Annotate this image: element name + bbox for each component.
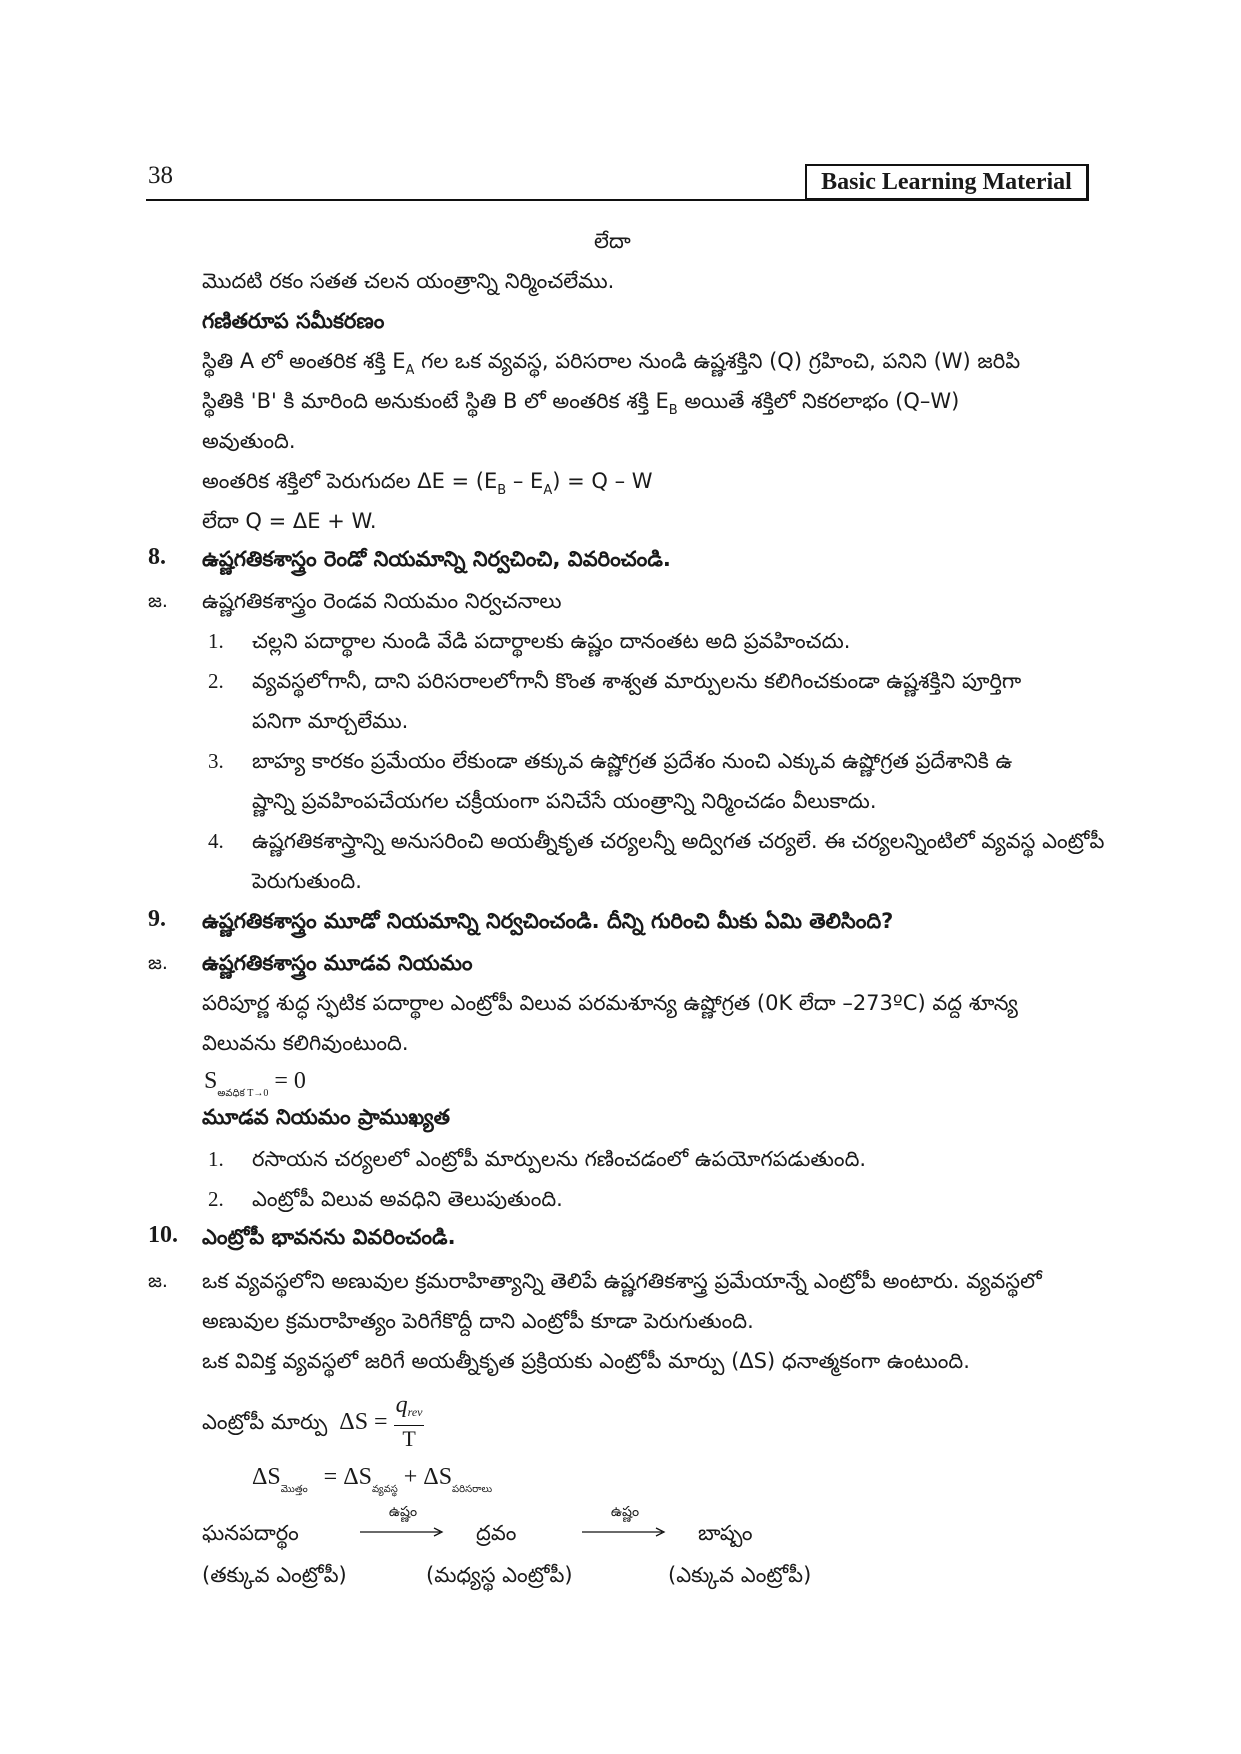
para-line: ఒక వ్యవస్థలోని అణువుల క్రమరాహిత్యాన్ని తెలిపే ఉష్ణగతికశాస్త్ర ప్రమేయాన్నే ఎంట్రోపీ అంటారు. వ్యవస్థలో [202, 1269, 1042, 1293]
para-line: అణువుల క్రమరాహిత్యం పెరిగేకొద్దీ దాని ఎంట్రోపీ కూడా పెరుగుతుంది. [202, 1309, 754, 1333]
list-item: రసాయన చర్యలలో ఎంట్రోపీ మార్పులను గణించడంలో ఉపయోగపడుతుంది. [252, 1147, 867, 1171]
list-number: 1. [208, 629, 224, 653]
entropy-change-equation: ఎంట్రోపీ మార్పు ΔS = $\frac{\text{qrev}}{T}$ [202, 1392, 423, 1451]
answer-mark: జ. [148, 1270, 168, 1292]
first-law-statement: మొదటి రకం సతత చలన యంత్రాన్ని నిర్మించలేము. [202, 269, 615, 293]
list-item: బాహ్య కారకం ప్రమేయం లేకుండా తక్కువ ఉష్ణోగ్రత ప్రదేశం నుంచి ఎక్కువ ఉష్ణోగ్రత ప్రదేశానికి ఉ [252, 749, 1013, 773]
third-law-equation: $S_{అవధిక T\to 0} = 0$ [204, 1068, 306, 1099]
list-item-cont: పనిగా మార్చలేము. [252, 709, 409, 733]
list-item: ఎంట్రోపీ విలువ అవధిని తెలుపుతుంది. [252, 1187, 563, 1211]
right-arrow-icon [360, 1526, 446, 1538]
entropy-fraction: $\frac{\text{qrev}}{T}$ [395, 1392, 423, 1451]
question-number: 8. [148, 544, 166, 570]
list-item-cont: పెరుగుతుంది. [252, 869, 362, 893]
question-number: 10. [148, 1222, 178, 1248]
para-line: స్థితి A లో అంతరిక శక్తి $E_A$ గల ఒక వ్యవస్థ, పరిసరాల నుండి ఉష్ణశక్తిని (Q) గ్రహించి, పనిని (W) జరిపి [202, 349, 1021, 378]
answer-mark: జ. [148, 952, 168, 974]
list-item: ఉష్ణగతికశాస్త్రాన్ని అనుసరించి అయత్నీకృత చర్యలన్నీ అద్విగత చర్యలే. ఈ చర్యలన్నింటిలో వ్యవస్థ ఎంట్రోపీ [252, 829, 1105, 853]
list-number: 3. [208, 749, 224, 773]
para-line: విలువను కలిగివుంటుంది. [202, 1031, 409, 1055]
leda-text: లేదా [594, 229, 631, 253]
phase-vapour: బాష్పం [698, 1521, 753, 1545]
list-number: 1. [208, 1147, 224, 1171]
phase-note: (మధ్యస్థ ఎంట్రోపీ) [426, 1563, 573, 1587]
question-text: ఉష్ణగతికశాస్త్రం రెండో నియమాన్ని నిర్వచించి, వివరించండి. [202, 547, 671, 571]
header-rule [146, 199, 1089, 201]
math-form-heading: గణితరూప సమీకరణం [202, 309, 385, 333]
answer-intro: ఉష్ణగతికశాస్త్రం రెండవ నియమం నిర్వచనాలు [202, 589, 562, 613]
question-text: ఎంట్రోపీ భావనను వివరించండి. [202, 1225, 456, 1249]
question-number: 9. [148, 906, 166, 932]
energy-equation-alt: లేదా Q = ΔE + W. [202, 509, 377, 533]
importance-heading: మూడవ నియమం ప్రాముఖ్యత [202, 1105, 451, 1129]
answer-mark: జ. [148, 590, 168, 612]
energy-equation: అంతరిక శక్తిలో పెరుగుదల $\Delta E = (E_B - E_A) = Q - W$ [202, 469, 653, 498]
phase-liquid: ద్రవం [476, 1521, 517, 1545]
answer-heading: ఉష్ణగతికశాస్త్రం మూడవ నియమం [202, 951, 473, 975]
list-item: చల్లని పదార్థాల నుండి వేడి పదార్థాలకు ఉష్ణం దానంతట అది ప్రవహించదు. [252, 629, 851, 653]
list-number: 2. [208, 1187, 224, 1211]
list-item-cont: ష్ణాన్ని ప్రవహింపచేయగల చక్రీయంగా పనిచేసే యంత్రాన్ని నిర్మించడం వీలుకాదు. [252, 789, 877, 813]
question-text: ఉష్ణగతికశాస్త్రం మూడో నియమాన్ని నిర్వచించండి. దీన్ని గురించి మీకు ఏమి తెలిసింది? [202, 909, 894, 933]
para-line: పరిపూర్ణ శుద్ధ స్ఫటిక పదార్థాల ఎంట్రోపీ విలువ పరమశూన్య ఉష్ణోగ్రత (0K లేదా –273ºC) వద్ద శూన్య [202, 991, 1018, 1015]
right-arrow-icon [582, 1526, 668, 1538]
para-line: అవుతుంది. [202, 429, 296, 453]
list-number: 2. [208, 669, 224, 693]
phase-note: (తక్కువ ఎంట్రోపీ) [202, 1563, 347, 1587]
total-entropy-equation: $\Delta S_{మొత్తం} = \Delta S_{వ్యవస్థ} + \Delta S_{పరిసరాలు}$ [252, 1464, 493, 1495]
phase-note: (ఎక్కువ ఎంట్రోపీ) [668, 1563, 812, 1587]
list-number: 4. [208, 829, 224, 853]
phase-solid: ఘనపదార్థం [202, 1521, 299, 1545]
page-number: 38 [148, 162, 173, 189]
heat-arrow: ఉష్ణం [582, 1504, 668, 1542]
list-item: వ్యవస్థలోగానీ, దాని పరిసరాలలోగానీ కొంత శాశ్వత మార్పులను కలిగించకుండా ఉష్ణశక్తిని పూర్తిగా [252, 669, 1022, 693]
running-header: Basic Learning Material [805, 164, 1089, 200]
para-line: ఒక వివిక్త వ్యవస్థలో జరిగే అయత్నీకృత ప్రక్రియకు ఎంట్రోపీ మార్పు (ΔS) ధనాత్మకంగా ఉంటుంది. [202, 1349, 970, 1373]
heat-arrow: ఉష్ణం [360, 1504, 446, 1542]
para-line: స్థితికి 'B' కి మారింది అనుకుంటే స్థితి B లో అంతరిక శక్తి $E_B$ అయితే శక్తిలో నికరలాభం (Q–W) [202, 389, 960, 418]
